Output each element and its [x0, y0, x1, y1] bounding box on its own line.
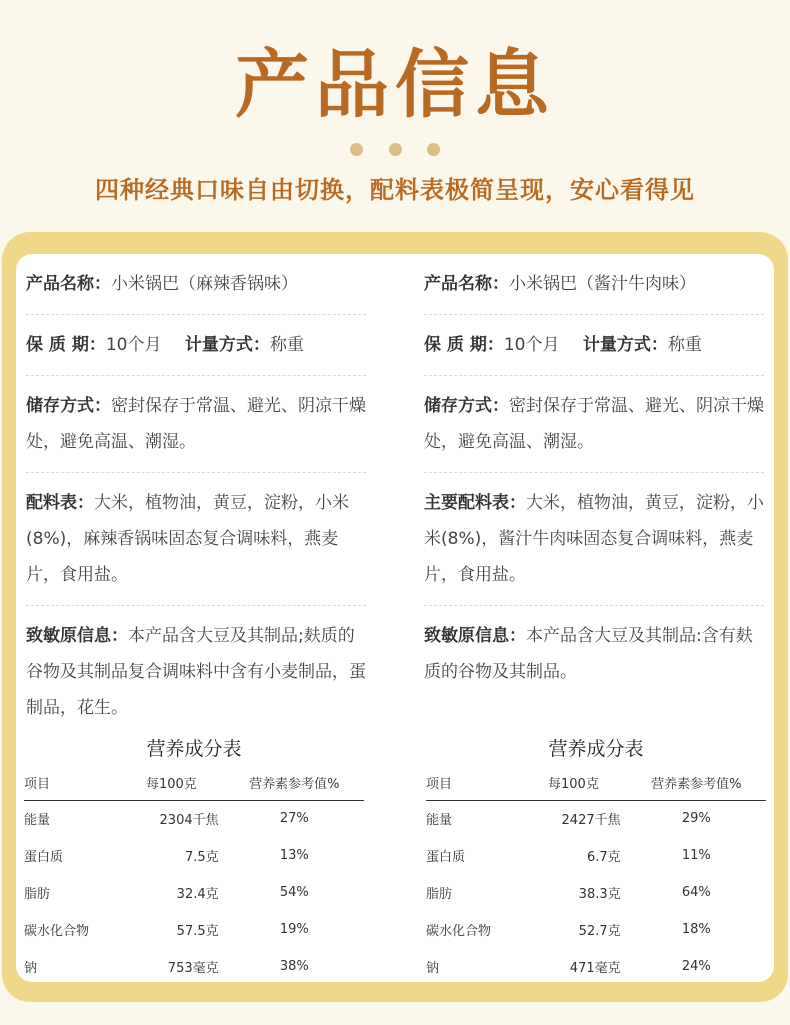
info-value: 本产品含大豆及其制品;麸质的谷物及其制品复合调味料中含有小麦制品，蛋制品，花生。 — [26, 626, 366, 718]
nutrition-title: 营养成分表 — [548, 738, 644, 760]
page-title: 产品信息 — [235, 42, 555, 128]
info-row-ingredients — [424, 473, 764, 606]
table-cell: 2304千焦 — [159, 813, 219, 828]
info-label: 计量方式： — [582, 335, 668, 355]
product-info-right — [424, 254, 764, 702]
table-cell: 24% — [681, 959, 711, 974]
table-cell: 碳水化合物 — [426, 924, 492, 939]
table-cell: 38.3克 — [578, 887, 621, 902]
page-subtitle: 四种经典口味自由切换，配料表极简呈现，安心看得见 — [95, 176, 695, 204]
table-cell: 钠 — [426, 961, 440, 976]
table-cell: 32.4克 — [176, 887, 219, 902]
table-row — [24, 912, 364, 949]
table-cell: 52.7克 — [578, 924, 621, 939]
table-header-row — [426, 771, 766, 801]
table-row — [24, 949, 364, 986]
nutrition-table — [24, 771, 364, 986]
table-cell: 13% — [279, 848, 309, 863]
table-cell: 19% — [279, 922, 309, 937]
table-row — [426, 949, 766, 986]
info-value: 大米，植物油，黄豆，淀粉，小米(8%)，酱汁牛肉味固态复合调味料，燕麦片，食用盐。 — [424, 493, 764, 585]
table-cell: 蛋白质 — [426, 850, 466, 865]
table-cell: 2427千焦 — [561, 813, 621, 828]
info-row-allergens — [26, 606, 366, 738]
dot-icon — [389, 143, 402, 156]
info-value: 密封保存于常温、避光、阴凉干燥处，避免高温、潮湿。 — [424, 396, 764, 452]
info-row-name — [424, 254, 764, 315]
table-cell: 脂肪 — [426, 887, 453, 902]
info-row-ingredients — [26, 473, 366, 606]
table-cell: 能量 — [426, 813, 453, 828]
dot-icon — [350, 143, 363, 156]
info-label: 主要配料表： — [424, 493, 526, 513]
info-value: 称重 — [269, 335, 304, 355]
nutrition-table — [426, 771, 766, 986]
info-label: 储存方式： — [424, 396, 509, 416]
info-row-storage — [26, 376, 366, 473]
info-label: 产品名称： — [424, 274, 509, 294]
info-label: 配料表： — [26, 493, 94, 513]
info-label: 储存方式： — [26, 396, 111, 416]
info-row-shelf-life — [424, 315, 764, 376]
table-row — [426, 801, 766, 839]
table-cell: 7.5克 — [184, 850, 219, 865]
info-value: 10个月 — [503, 335, 560, 355]
nutrition-table-left — [24, 734, 364, 986]
table-cell: 碳水化合物 — [24, 924, 90, 939]
info-row-storage — [424, 376, 764, 473]
table-row — [426, 838, 766, 875]
table-cell: 11% — [681, 848, 711, 863]
table-cell: 54% — [279, 885, 309, 900]
column-header: 每100克 — [124, 771, 224, 801]
column-header: 项目 — [24, 771, 124, 801]
table-cell: 蛋白质 — [24, 850, 64, 865]
table-row — [426, 875, 766, 912]
info-row-shelf-life — [26, 315, 366, 376]
product-info-left — [26, 254, 366, 738]
column-header: 营养素参考值% — [627, 771, 766, 801]
column-header: 每100克 — [526, 771, 626, 801]
info-value: 密封保存于常温、避光、阴凉干燥处，避免高温、潮湿。 — [26, 396, 366, 452]
info-label: 致敏原信息： — [26, 626, 128, 646]
info-label: 产品名称： — [26, 274, 111, 294]
info-label: 致敏原信息： — [424, 626, 526, 646]
table-header-row — [24, 771, 364, 801]
table-cell: 18% — [681, 922, 711, 937]
table-row — [24, 875, 364, 912]
info-value: 本产品含大豆及其制品:含有麸质的谷物及其制品。 — [424, 626, 753, 682]
table-cell: 脂肪 — [24, 887, 51, 902]
table-cell: 64% — [681, 885, 711, 900]
table-cell: 753毫克 — [167, 961, 219, 976]
info-row-name — [26, 254, 366, 315]
info-value: 大米，植物油，黄豆，淀粉，小米(8%)，麻辣香锅味固态复合调味料，燕麦片，食用盐。 — [26, 493, 349, 585]
nutrition-table-right — [426, 734, 766, 986]
table-row — [24, 801, 364, 839]
table-row — [426, 912, 766, 949]
info-label: 计量方式： — [184, 335, 270, 355]
table-cell: 38% — [279, 959, 309, 974]
table-cell: 27% — [279, 811, 309, 826]
info-row-allergens — [424, 606, 764, 702]
table-cell: 471毫克 — [569, 961, 621, 976]
info-label: 保 质 期： — [26, 335, 106, 355]
info-value: 10个月 — [105, 335, 162, 355]
table-cell: 能量 — [24, 813, 51, 828]
table-cell: 57.5克 — [176, 924, 219, 939]
table-row — [24, 838, 364, 875]
dot-icon — [427, 143, 440, 156]
info-value: 小米锅巴（麻辣香锅味） — [111, 274, 298, 294]
table-cell: 钠 — [24, 961, 38, 976]
info-label: 保 质 期： — [424, 335, 504, 355]
info-value: 称重 — [667, 335, 702, 355]
decorative-dots — [0, 141, 790, 160]
column-header: 项目 — [426, 771, 526, 801]
info-value: 小米锅巴（酱汁牛肉味） — [509, 274, 696, 294]
table-cell: 6.7克 — [586, 850, 621, 865]
nutrition-title: 营养成分表 — [146, 738, 242, 760]
table-cell: 29% — [681, 811, 711, 826]
column-header: 营养素参考值% — [225, 771, 364, 801]
